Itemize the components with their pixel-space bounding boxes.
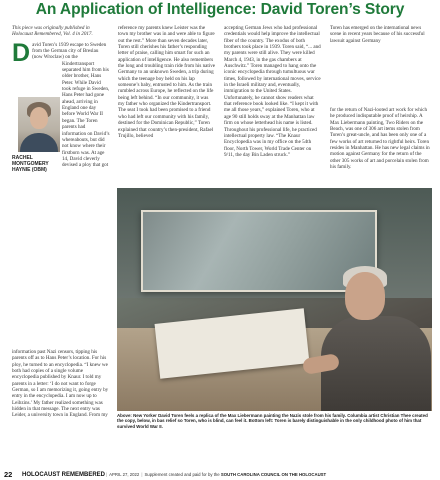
article-photo xyxy=(117,188,432,411)
caption-continuation: below, in bas relief so Toren, who is blind, can feel it. Bottom left: Toren is barely distinguishable in the only childhood photo of him that survived World War II. xyxy=(117,418,422,429)
column-3-text: accepting German Jews who had professional credentials would help improve the intellectual fiber of the country. The exodus of both brothers took place in 1939. Toren said, “... and my parents were still alive. They were killed March 4, 1943, in the gas chambers at Auschwitz.” Toren managed to hang onto the iconic encyclopedia through tumultuous war times, followed by international moves, service in the Israeli military and, eventually, immigration to the United States. Unfortunately, he cannot show readers what that reference book looked like. “I kept it with me all those years,” explained Toren, who at age 90 still holds sway at the Manhattan law firm on whose letterhead his name is listed. Throughout his professional life, he practiced intellectual property law. “The Knaur Encyclopedia was in my office on the 54th floor, North Tower, World Trade Center on 9/11, the day Bin Laden struck.” xyxy=(224,25,321,158)
author-headshot xyxy=(18,97,60,152)
drop-cap: D xyxy=(12,38,31,67)
photo-caption xyxy=(117,413,432,429)
column-2-text: reference my parents knew Leister was the town my brother was in and were able to figure out the rest.” More than seven decades later, Toren still cherishes his father’s responding letter of praise, calling him smart for such an application of intelligence. He also remembers the long and troubling train ride from his native Germany to an unknown Sweden, a trip during which the teenage boy held on his lap someone’s baby, entrusted to him. As the train rumbled across Europe, he reflected on the life being left behind. “In our community, it was my father who organized the Kindertransport. The seat I took had been promised to a friend who had left our community with his family, destined for the Dominican Republic,” Toren explained that country’s then-president, Rafael Trujillo, believed xyxy=(118,25,216,139)
column-1-bottom xyxy=(12,349,110,464)
column-3 xyxy=(224,25,322,185)
david-toren-figure xyxy=(313,258,432,411)
column-2 xyxy=(118,25,216,185)
supplement-note: Supplement created and paid for by the xyxy=(144,472,220,477)
caption-text: Above: New Yorker David Toren feels a replica of the Max Liebermann painting the Nazis stole from his family. Columbia artist Christian Thee created the copy, xyxy=(117,413,428,424)
column-4-bottom xyxy=(330,107,430,187)
column-1-continued-text: information past Nazi censors, tipping his parents off as to Hans Peter’s location. For his ploy, he turned to an encyclopedia. “I knew we both had copies of a single volume encyclopedia published by Knaur. I told my parents in a letter: ‘I do not want to forge German, so I am memorizing it, going entry by entry in the encyclopedia. I am now up to Leibzins.’ My father realized something was hidden in that message. The next entry was Leider, a university town in England. From my xyxy=(12,349,109,419)
republication-note: This piece was originally published in Holocaust Remembered, Vol. 4 in 2017. xyxy=(12,25,93,38)
issue-date: APRIL 27, 2022 xyxy=(109,472,140,477)
article-headline: An Application of Intelligence: David Toren’s Story xyxy=(35,1,405,18)
footer-details: | APRIL 27, 2022 | Supplement created and paid for by the SOUTH CAROLINA COUNCIL ON THE HOLOCAUST xyxy=(106,472,327,477)
column-4-top xyxy=(330,25,430,49)
page-footer xyxy=(0,470,440,480)
column-4-top-text: Toren has emerged on the international news scene in recent years because of his successful lawsuit against Germany xyxy=(330,25,425,44)
sponsor-name: SOUTH CAROLINA COUNCIL ON THE HOLOCAUST xyxy=(220,472,327,477)
page-number: 22 xyxy=(4,470,13,479)
author-byline: RACHEL MONTGOMERY HAYNIE (OBM) xyxy=(12,155,49,173)
column-4-bottom-text: for the return of Nazi-looted art work for which he produced indisputable proof of heirship. A Max Liebermann painting, Two Riders on the Beach, was one of 306 art items stolen from Toren’s great-uncle, and has been only one of a few works of art returned to rightful heirs. Toren resides in Manhattan. He has new legal claims in motion against Germany for the return of the other 305 works of art and porcelain stolen from his family. xyxy=(330,107,430,171)
column-1-text: avid Toren’s 1939 escape to Sweden from the German city of Breslau (now Wroclaw) on the Kindertransport separated him from his older brother, Hans Peter. While David took refuge in Sweden, Hans Peter had gone ahead, arriving in England one day before World War II began. The Toren parents had information on David’s whereabouts, but did not know where their firstborn was. At age 14, David cleverly devised a ploy that got xyxy=(32,41,110,169)
section-name: HOLOCAUST REMEMBERED xyxy=(22,472,106,478)
